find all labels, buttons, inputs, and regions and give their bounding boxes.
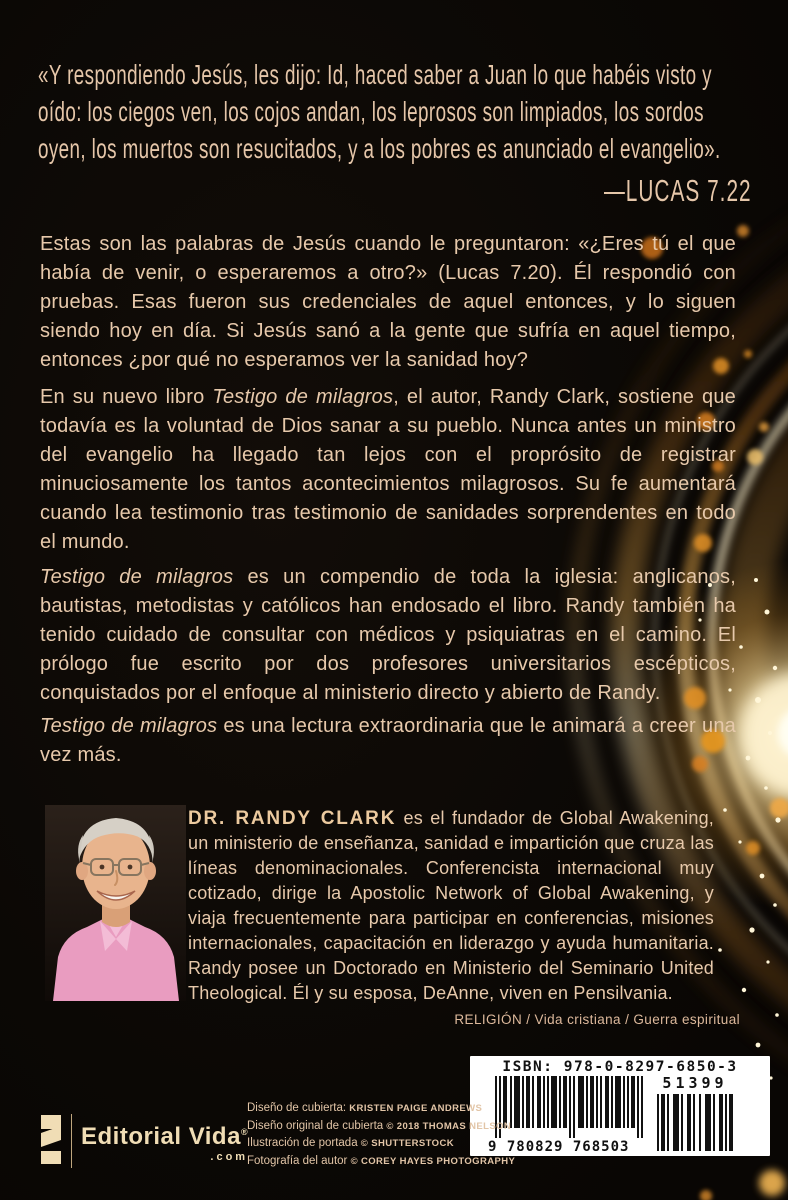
book-title-italic: Testigo de milagros [40,566,234,588]
paragraph-4 [40,712,736,770]
publisher-logo [40,1110,248,1172]
credit-cover-illustration [247,1135,515,1153]
scripture-quote-block [38,56,752,207]
paragraph-2 [40,383,736,557]
book-title-italic: Testigo de milagros [212,386,394,408]
credit-value: © SHUTTERSTOCK [360,1138,454,1149]
paragraph-2-text: En su nuevo libro [40,386,213,408]
author-photo [45,805,186,1001]
publisher-name-secondary: Vida [188,1122,241,1150]
publisher-name-primary: Editorial [81,1122,182,1150]
author-name: DR. RANDY CLARK [188,808,397,829]
paragraph-3 [40,563,736,708]
logo-text [81,1119,248,1164]
editorial-vida-icon [40,1115,62,1167]
ean-digits: 9 780829 768503 [488,1139,630,1155]
quote-text: «Y respondiendo Jesús, les dijo: Id, haced saber a Juan lo que habéis visto y oído: los ciegos ven, los cojos andan, los leprosos son limpiados, los sordos oyen, los muertos son resucitados, y a los pobres es anunciado el evangelio». [38,59,721,164]
paragraph-1 [40,230,736,375]
credit-value: KRISTEN PAIGE ANDREWS [349,1103,483,1114]
author-bio [188,806,714,1006]
credit-label: Diseño original de cubierta [247,1119,387,1132]
credit-value: © 2018 THOMAS NELSON [386,1120,512,1132]
credit-value: © COREY HAYES PHOTOGRAPHY [350,1155,516,1167]
quote-attribution: —LUCAS 7.22 [603,173,752,208]
paragraph-3-text: es un compendio de toda la iglesia: anglicanos, bautistas, metodistas y católicos han endosado el libro. Randy también ha tenido cuidado de consultar con médicos y psiquiatras en el camino. El prólogo fue escrito por dos profesores universitarios escépticos, conquistados por el enfoque al ministerio directo y abierto de Randy. [40,566,736,704]
ean-barcode [495,1076,643,1138]
price-supplement-barcode [657,1094,733,1151]
publisher-name [81,1119,248,1150]
credit-label: Fotografía del autor [247,1154,351,1167]
price-code: 51399 [662,1074,728,1092]
publisher-domain: .com [210,1150,249,1163]
paragraph-4-text: es una lectura extraordinaria que le animará a creer una vez más. [40,715,736,766]
credits-block [247,1100,515,1170]
registered-mark: ® [240,1126,249,1137]
paragraph-1-text: Estas son las palabras de Jesús cuando le preguntaron: «¿Eres tú el que había de venir, o esperaremos a otro?» (Lucas 7.20). Él respondió con pruebas. Esas fueron sus credenciales de aquel entonces, y lo siguen siendo hoy en día. Si Jesús sanó a la gente que sufría en aquel tiempo, entonces ¿por qué no esperamos ver la sanidad hoy? [40,233,736,371]
logo-divider [71,1114,72,1168]
credit-cover-design [247,1100,515,1118]
credit-label: Ilustración de portada [247,1137,361,1149]
author-bio-text: es el fundador de Global Awakening, un ministerio de enseñanza, sanidad e impartición que cruza las líneas denominacionales. Conferencista internacional muy cotizado, dirige la Apostolic Network of Global Awakening, y viaja frecuentemente para participar en conferencias, misiones internacionales, capacitación en liderazgo y ayuda humanitaria. Randy posee un Doctorado en Ministerio del Seminario United Theological. Él y su esposa, DeAnne, viven en Pensilvania. [188,808,714,1003]
credit-original-design [247,1118,515,1136]
isbn-label: ISBN: 978-0-8297-6850-3 [502,1059,738,1075]
category-line: RELIGIÓN / Vida cristiana / Guerra espiritual [454,1012,740,1027]
credit-label: Diseño de cubierta: [247,1102,350,1114]
credit-author-photo [247,1153,515,1171]
paragraph-2-text-cont: , el autor, Randy Clark, sostiene que todavía es la voluntad de Dios sanar a su pueblo. Nunca antes un ministro del evangelio ha llegado tan lejos con el proprósito de registrar minuciosamente los tantos acontecimientos milagrosos. Su fe aumentará cuando lea testimonio tras testimonio de sanidades sorprendentes en todo el mundo. [40,386,736,553]
book-title-italic: Testigo de milagros [40,715,218,737]
